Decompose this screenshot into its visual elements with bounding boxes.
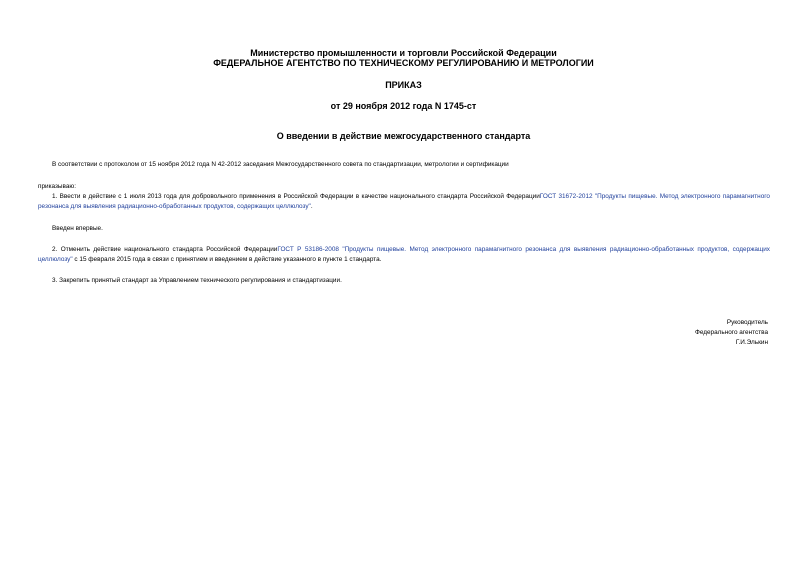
agency-title: ФЕДЕРАЛЬНОЕ АГЕНТСТВО ПО ТЕХНИЧЕСКОМУ РЕГУЛИРОВАНИЮ И МЕТРОЛОГИИ bbox=[213, 58, 594, 68]
document-subject: О введении в действие межгосударственного стандарта bbox=[276, 131, 531, 141]
signature-organization: Федерального агентства bbox=[694, 329, 768, 336]
gost-r-53186-link[interactable]: ГОСТ Р 53186-2008 "Продукты пищевые. Метод электронного парамагнитного резонанса для выявления радиационно-обработанных продуктов, содержащих целлюлозу" bbox=[38, 246, 770, 263]
order-word: приказываю: bbox=[38, 183, 76, 190]
signature-name: Г.И.Элькин bbox=[735, 339, 768, 346]
item-3-paragraph: 3. Закрепить принятый стандарт за Управлением технического регулирования и стандартизации. bbox=[52, 277, 342, 284]
ministry-title: Министерство промышленности и торговли Российской Федерации bbox=[250, 48, 557, 58]
item-2-text: 2. Отменить действие национального стандарта Российской Федерации bbox=[52, 246, 278, 253]
signature-position: Руководитель bbox=[726, 319, 768, 326]
document-type: ПРИКАЗ bbox=[385, 80, 422, 90]
preamble-paragraph: В соответствии с протоколом от 15 ноября 2012 года N 42-2012 заседания Межгосударственного совета по стандартизации, метрологии и сертификации bbox=[52, 161, 509, 168]
gost-31672-link[interactable]: ГОСТ 31672-2012 "Продукты пищевые. Метод электронного парамагнитного резонанса для выявления радиационно-обработанных продуктов, содержащих целлюлозу" bbox=[38, 193, 770, 210]
first-introduced-note: Введен впервые. bbox=[52, 225, 103, 232]
item-1-end: . bbox=[310, 203, 313, 210]
item-2-end: с 15 февраля 2015 года в связи с принятием и введением в действие указанного в пункте 1 стандарта. bbox=[72, 256, 382, 263]
item-1-paragraph bbox=[38, 192, 770, 212]
item-1-text: 1. Ввести в действие с 1 июля 2013 года для добровольного применения в Российской Федерации в качестве национального стандарта Российской Федерации bbox=[52, 193, 540, 200]
item-2-paragraph bbox=[38, 245, 770, 265]
document-date: от 29 ноября 2012 года N 1745-ст bbox=[330, 101, 477, 111]
